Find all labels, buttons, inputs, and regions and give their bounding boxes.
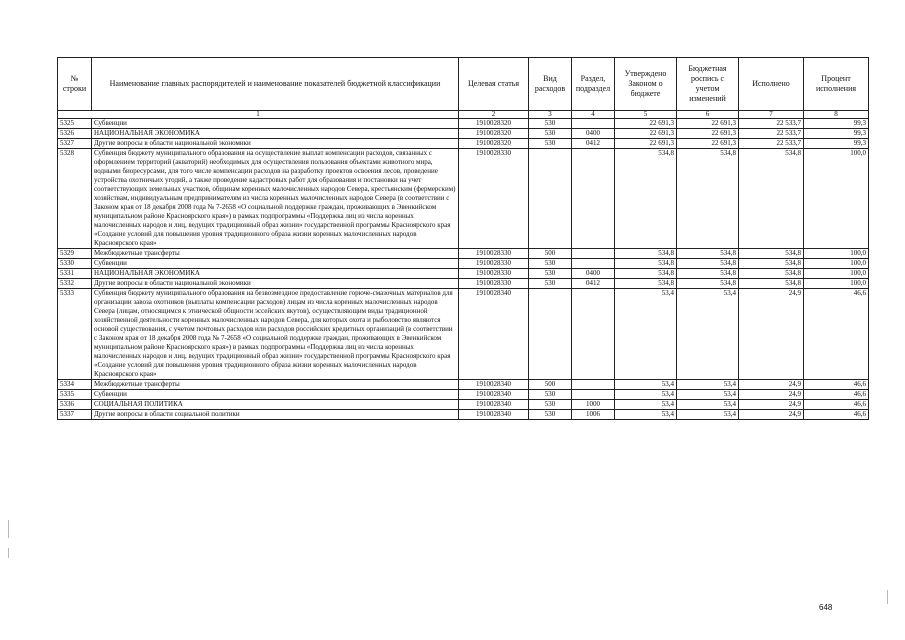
row-percent: 100,0	[804, 149, 869, 249]
row-expense-kind	[529, 149, 572, 249]
row-percent: 99,3	[804, 129, 869, 139]
row-expense-kind: 530	[529, 400, 572, 410]
row-executed: 24,9	[739, 390, 804, 400]
row-expense-kind: 530	[529, 259, 572, 269]
column-number: 4	[572, 111, 615, 119]
row-number: 5325	[58, 119, 92, 129]
row-budget-schedule: 534,8	[677, 149, 739, 249]
row-number: 5332	[58, 279, 92, 289]
table-header	[58, 58, 869, 119]
row-section	[572, 249, 615, 259]
column-number: 3	[529, 111, 572, 119]
header-approved: Утверждено Законом о бюджете	[615, 58, 677, 111]
row-section: 1000	[572, 400, 615, 410]
row-percent: 100,0	[804, 259, 869, 269]
row-expense-kind: 530	[529, 410, 572, 420]
row-name: СОЦИАЛЬНАЯ ПОЛИТИКА	[92, 400, 459, 410]
row-budget-schedule: 534,8	[677, 269, 739, 279]
row-approved: 534,8	[615, 149, 677, 249]
row-approved: 53,4	[615, 380, 677, 390]
row-percent: 100,0	[804, 249, 869, 259]
table-row	[58, 249, 869, 259]
budget-table-container	[57, 57, 868, 420]
header-row-no: № строки	[58, 58, 92, 111]
row-expense-kind: 530	[529, 269, 572, 279]
row-target-article: 1910028330	[459, 259, 529, 269]
row-section	[572, 289, 615, 380]
row-executed: 534,8	[739, 149, 804, 249]
column-number: 8	[804, 111, 869, 119]
scan-edge-mark	[8, 548, 9, 558]
row-budget-schedule: 53,4	[677, 410, 739, 420]
header-percent: Процент исполнения	[804, 58, 869, 111]
row-number: 5327	[58, 139, 92, 149]
header-section: Раздел, подраздел	[572, 58, 615, 111]
table-row	[58, 279, 869, 289]
row-section	[572, 390, 615, 400]
row-target-article: 1910028340	[459, 400, 529, 410]
row-number: 5337	[58, 410, 92, 420]
row-number: 5336	[58, 400, 92, 410]
row-number: 5328	[58, 149, 92, 249]
row-number: 5333	[58, 289, 92, 380]
row-expense-kind: 530	[529, 279, 572, 289]
row-number: 5330	[58, 259, 92, 269]
budget-execution-table	[57, 57, 869, 420]
row-percent: 46,6	[804, 289, 869, 380]
row-target-article: 1910028340	[459, 380, 529, 390]
row-name: Другие вопросы в области социальной политики	[92, 410, 459, 420]
row-number: 5334	[58, 380, 92, 390]
row-approved: 53,4	[615, 289, 677, 380]
row-number: 5326	[58, 129, 92, 139]
row-expense-kind: 500	[529, 249, 572, 259]
row-target-article: 1910028340	[459, 289, 529, 380]
row-name: Межбюджетные трансферты	[92, 249, 459, 259]
row-approved: 534,8	[615, 279, 677, 289]
table-row	[58, 149, 869, 249]
row-executed: 534,8	[739, 259, 804, 269]
header-executed: Исполнено	[739, 58, 804, 111]
table-row	[58, 400, 869, 410]
row-executed: 534,8	[739, 279, 804, 289]
row-expense-kind	[529, 289, 572, 380]
row-target-article: 1910028320	[459, 129, 529, 139]
row-budget-schedule: 22 691,3	[677, 129, 739, 139]
row-executed: 24,9	[739, 410, 804, 420]
row-budget-schedule: 22 691,3	[677, 139, 739, 149]
row-number: 5331	[58, 269, 92, 279]
row-budget-schedule: 534,8	[677, 259, 739, 269]
row-approved: 534,8	[615, 259, 677, 269]
row-percent: 46,6	[804, 410, 869, 420]
row-expense-kind: 530	[529, 129, 572, 139]
row-name: Субвенции	[92, 259, 459, 269]
row-budget-schedule: 22 691,3	[677, 119, 739, 129]
header-name: Наименование главных распорядителей и наименование показателей бюджетной классификации	[92, 58, 459, 111]
row-name: Субвенции	[92, 390, 459, 400]
table-row	[58, 380, 869, 390]
row-section: 0400	[572, 269, 615, 279]
row-target-article: 1910028330	[459, 249, 529, 259]
row-name: Субвенция бюджету муниципального образования на осуществление выплат компенсации расходов, связанных с оформлением территорий (акваторий) необходимых для осуществления пользования объектами животного мира, водными биоресурсами, для того числе компенсации расходов на разработку проектов освоения лесов, проведение устройства охотничьих угодий, а также проведение кадастровых работ для образования и постановки на учет соответствующих земельных участков, общинам коренных малочисленных народов Севера, крестьянским (фермерским) хозяйствам, индивидуальным предпринимателям из числа коренных малочисленных народов Севера (в соответствии с Законом края от 18 декабря 2008 года № 7-2658 «О социальной поддержке граждан, проживающих в Эвенкийском муниципальном районе Красноярского края») в рамках подпрограммы «Поддержка лиц из числа коренных малочисленных народов и лиц, ведущих традиционный образ жизни» государственной программы Красноярского края «Создание условий для повышения уровня традиционного образа жизни коренных малочисленных народов Красноярского края»	[92, 149, 459, 249]
row-approved: 22 691,3	[615, 139, 677, 149]
header-target-article: Целевая статья	[459, 58, 529, 111]
row-target-article: 1910028330	[459, 149, 529, 249]
page-number: 648	[819, 603, 833, 612]
row-target-article: 1910028330	[459, 269, 529, 279]
row-approved: 53,4	[615, 410, 677, 420]
row-percent: 100,0	[804, 269, 869, 279]
row-percent: 99,3	[804, 119, 869, 129]
table-row	[58, 259, 869, 269]
row-expense-kind: 530	[529, 390, 572, 400]
scan-edge-mark	[887, 590, 888, 604]
table-row	[58, 119, 869, 129]
header-budget-schedule: Бюджетная роспись с учетом изменений	[677, 58, 739, 111]
row-number: 5329	[58, 249, 92, 259]
row-section: 0412	[572, 279, 615, 289]
table-row	[58, 289, 869, 380]
row-executed: 24,9	[739, 289, 804, 380]
row-number: 5335	[58, 390, 92, 400]
column-number: 1	[58, 111, 459, 119]
row-approved: 22 691,3	[615, 129, 677, 139]
scan-edge-mark	[8, 520, 9, 538]
row-name: Субвенции	[92, 119, 459, 129]
row-executed: 534,8	[739, 269, 804, 279]
row-approved: 534,8	[615, 249, 677, 259]
row-name: Другие вопросы в области национальной экономики	[92, 139, 459, 149]
row-executed: 22 533,7	[739, 139, 804, 149]
row-approved: 53,4	[615, 400, 677, 410]
row-approved: 53,4	[615, 390, 677, 400]
table-row	[58, 410, 869, 420]
row-budget-schedule: 534,8	[677, 249, 739, 259]
table-body	[58, 119, 869, 420]
row-expense-kind: 530	[529, 139, 572, 149]
row-budget-schedule: 534,8	[677, 279, 739, 289]
row-executed: 22 533,7	[739, 119, 804, 129]
row-section	[572, 259, 615, 269]
row-name: Субвенция бюджету муниципального образования на безвозмездное предоставление горюче-смазочных материалов для организации завоза охотников (выплаты компенсации расходов) лицам из числа коренных малочисленных народов Севера (лицам, относящимся к этнической общности эссейских якутов), осуществляющим виды традиционной хозяйственной деятельности коренных малочисленных народов Севера, для которых охота и рыболовство являются основой существования, с учетом почтовых расходов или расходов российских кредитных организаций (в соответствии с Законом края от 18 декабря 2008 года № 7-2658 «О социальной поддержке граждан, проживающих в Эвенкийском муниципальном районе Красноярского края») в рамках подпрограммы «Поддержка лиц из числа коренных малочисленных народов и лиц, ведущих традиционный образ жизни» государственной программы Красноярского края «Создание условий для повышения уровня традиционного образа жизни коренных малочисленных народов Красноярского края»	[92, 289, 459, 380]
row-section	[572, 119, 615, 129]
row-approved: 534,8	[615, 269, 677, 279]
row-name: НАЦИОНАЛЬНАЯ ЭКОНОМИКА	[92, 129, 459, 139]
row-budget-schedule: 53,4	[677, 380, 739, 390]
row-executed: 24,9	[739, 380, 804, 390]
table-row	[58, 129, 869, 139]
row-expense-kind: 500	[529, 380, 572, 390]
row-percent: 46,6	[804, 390, 869, 400]
row-percent: 100,0	[804, 279, 869, 289]
row-expense-kind: 530	[529, 119, 572, 129]
row-executed: 534,8	[739, 249, 804, 259]
column-number: 2	[459, 111, 529, 119]
row-section	[572, 380, 615, 390]
column-number-row	[58, 111, 869, 119]
row-percent: 99,3	[804, 139, 869, 149]
row-section: 1006	[572, 410, 615, 420]
row-budget-schedule: 53,4	[677, 289, 739, 380]
row-name: Другие вопросы в области национальной экономики	[92, 279, 459, 289]
row-target-article: 1910028340	[459, 410, 529, 420]
row-budget-schedule: 53,4	[677, 390, 739, 400]
row-name: НАЦИОНАЛЬНАЯ ЭКОНОМИКА	[92, 269, 459, 279]
row-target-article: 1910028320	[459, 119, 529, 129]
column-number: 6	[677, 111, 739, 119]
table-row	[58, 139, 869, 149]
row-percent: 46,6	[804, 400, 869, 410]
row-executed: 24,9	[739, 400, 804, 410]
header-expense-kind: Вид расходов	[529, 58, 572, 111]
row-approved: 22 691,3	[615, 119, 677, 129]
row-target-article: 1910028340	[459, 390, 529, 400]
row-budget-schedule: 53,4	[677, 400, 739, 410]
column-number: 7	[739, 111, 804, 119]
row-percent: 46,6	[804, 380, 869, 390]
row-section	[572, 149, 615, 249]
row-target-article: 1910028330	[459, 279, 529, 289]
column-number: 5	[615, 111, 677, 119]
row-executed: 22 533,7	[739, 129, 804, 139]
table-row	[58, 390, 869, 400]
row-target-article: 1910028320	[459, 139, 529, 149]
table-row	[58, 269, 869, 279]
row-name: Межбюджетные трансферты	[92, 380, 459, 390]
row-section: 0400	[572, 129, 615, 139]
row-section: 0412	[572, 139, 615, 149]
